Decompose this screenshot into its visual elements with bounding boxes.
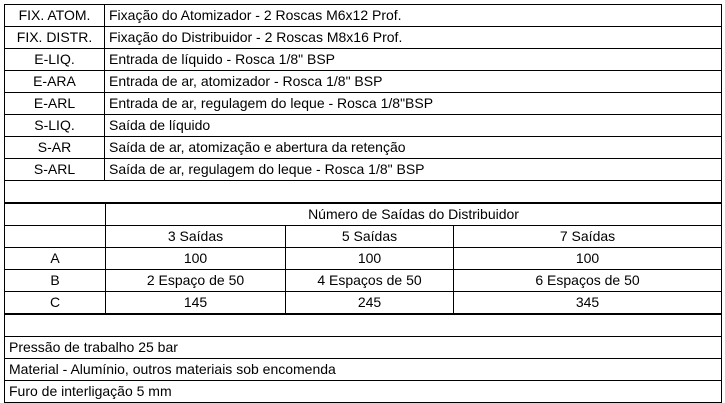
code-cell: S-LIQ.: [5, 115, 105, 137]
table-row: [5, 115, 722, 137]
spacer-row: [5, 181, 722, 203]
value-cell: 145: [106, 292, 286, 314]
code-cell: E-ARA: [5, 71, 105, 93]
notes-table: [4, 314, 722, 403]
value-cell: 2 Espaço de 50: [106, 270, 286, 292]
description-cell: Saída de líquido: [105, 115, 722, 137]
code-cell: S-ARL: [5, 159, 105, 181]
description-cell: Entrada de ar, atomizador - Rosca 1/8" BSP: [105, 71, 722, 93]
distributor-title: Número de Saídas do Distribuidor: [106, 204, 722, 226]
value-cell: 345: [454, 292, 722, 314]
row-label: A: [5, 248, 106, 270]
column-header: 5 Saídas: [286, 226, 454, 248]
table-row: [5, 27, 722, 49]
codes-table: [4, 4, 722, 203]
description-cell: Entrada de ar, regulagem do leque - Rosca 1/8"BSP: [105, 93, 722, 115]
value-cell: 100: [286, 248, 454, 270]
row-label: C: [5, 292, 106, 314]
code-cell: E-ARL: [5, 93, 105, 115]
value-cell: 4 Espaços de 50: [286, 270, 454, 292]
empty-cell: [5, 181, 722, 203]
table-row: [5, 248, 722, 270]
note-text: Material - Alumínio, outros materiais sob encomenda: [5, 359, 722, 381]
table-row: [5, 137, 722, 159]
table-row: [5, 159, 722, 181]
note-text: Pressão de trabalho 25 bar: [5, 337, 722, 359]
description-cell: Saída de ar, atomização e abertura da retenção: [105, 137, 722, 159]
row-label: B: [5, 270, 106, 292]
note-row: [5, 337, 722, 359]
table-row: [5, 292, 722, 314]
spacer-row: [5, 315, 722, 337]
code-cell: S-AR: [5, 137, 105, 159]
note-text: Furo de interligação 5 mm: [5, 381, 722, 403]
description-cell: Fixação do Distribuidor - 2 Roscas M8x16 Prof.: [105, 27, 722, 49]
code-cell: FIX. ATOM.: [5, 5, 105, 27]
code-cell: FIX. DISTR.: [5, 27, 105, 49]
code-cell: E-LIQ.: [5, 49, 105, 71]
value-cell: 245: [286, 292, 454, 314]
note-row: [5, 359, 722, 381]
value-cell: 100: [106, 248, 286, 270]
distributor-header-row: [5, 226, 722, 248]
table-row: [5, 5, 722, 27]
empty-cell: [5, 226, 106, 248]
description-cell: Saída de ar, regulagem do leque - Rosca 1/8" BSP: [105, 159, 722, 181]
note-row: [5, 381, 722, 403]
value-cell: 6 Espaços de 50: [454, 270, 722, 292]
column-header: 7 Saídas: [454, 226, 722, 248]
description-cell: Fixação do Atomizador - 2 Roscas M6x12 Prof.: [105, 5, 722, 27]
empty-cell: [5, 204, 106, 226]
value-cell: 100: [454, 248, 722, 270]
empty-cell: [5, 315, 722, 337]
column-header: 3 Saídas: [106, 226, 286, 248]
table-row: [5, 93, 722, 115]
description-cell: Entrada de líquido - Rosca 1/8" BSP: [105, 49, 722, 71]
table-row: [5, 270, 722, 292]
table-row: [5, 71, 722, 93]
table-row: [5, 49, 722, 71]
spec-sheet: [4, 4, 721, 397]
distributor-title-row: [5, 204, 722, 226]
distributor-table: [4, 203, 722, 314]
